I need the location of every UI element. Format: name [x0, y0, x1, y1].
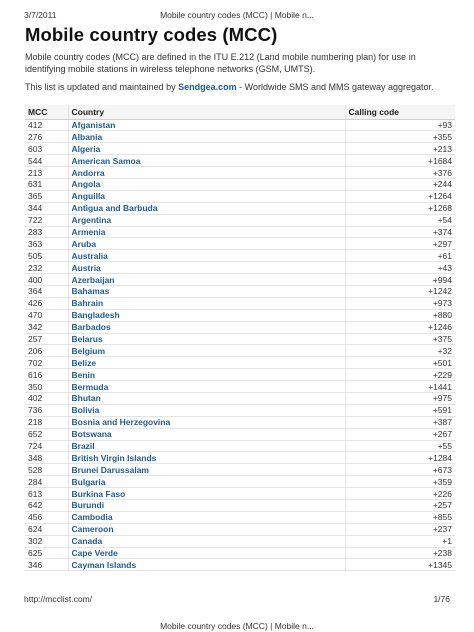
calling-code-value: +244: [345, 178, 455, 190]
table-row: [25, 464, 455, 476]
mcc-value: 702: [25, 357, 68, 369]
mcc-value: 603: [25, 143, 68, 155]
country-link[interactable]: Benin: [68, 369, 345, 381]
table-row: [25, 297, 455, 309]
calling-code-value: +1345: [345, 559, 455, 571]
country-link[interactable]: Bangladesh: [68, 309, 345, 321]
calling-code-value: +1264: [345, 190, 455, 202]
country-link[interactable]: Brazil: [68, 440, 345, 452]
calling-code-value: +673: [345, 464, 455, 476]
table-row: [25, 262, 455, 274]
country-link[interactable]: Bahamas: [68, 285, 345, 297]
country-link[interactable]: Cambodia: [68, 511, 345, 523]
page-number: 1/76: [433, 594, 450, 604]
calling-code-value: +1684: [345, 155, 455, 167]
mcc-value: 350: [25, 381, 68, 393]
mcc-value: 302: [25, 535, 68, 547]
country-link[interactable]: Argentina: [68, 214, 345, 226]
table-row: [25, 345, 455, 357]
table-row: [25, 488, 455, 500]
calling-code-value: +994: [345, 274, 455, 286]
country-link[interactable]: Bermuda: [68, 381, 345, 393]
mcc-value: 613: [25, 488, 68, 500]
footer-url[interactable]: http://mcclist.com/: [24, 594, 93, 604]
calling-code-value: +359: [345, 476, 455, 488]
mcc-value: 631: [25, 178, 68, 190]
sendgea-link[interactable]: Sendgea.com: [178, 82, 237, 92]
mcc-value: 206: [25, 345, 68, 357]
calling-code-value: +61: [345, 250, 455, 262]
calling-code-value: +374: [345, 226, 455, 238]
calling-code-value: +257: [345, 500, 455, 512]
country-link[interactable]: Andorra: [68, 167, 345, 179]
calling-code-value: +387: [345, 416, 455, 428]
mcc-value: 652: [25, 428, 68, 440]
table-body: [25, 119, 455, 571]
mcc-value: 346: [25, 559, 68, 571]
page-footer: [24, 594, 450, 606]
country-link[interactable]: Anguilla: [68, 190, 345, 202]
country-link[interactable]: Bulgaria: [68, 476, 345, 488]
table-row: [25, 547, 455, 559]
calling-code-value: +226: [345, 488, 455, 500]
table-row: [25, 333, 455, 345]
calling-code-value: +229: [345, 369, 455, 381]
table-row: [25, 357, 455, 369]
table-row: [25, 440, 455, 452]
mcc-value: 400: [25, 274, 68, 286]
table-row: [25, 285, 455, 297]
mcc-value: 412: [25, 119, 68, 131]
mcc-value: 342: [25, 321, 68, 333]
table-row: [25, 416, 455, 428]
country-link[interactable]: Botswana: [68, 428, 345, 440]
mcc-value: 283: [25, 226, 68, 238]
mcc-value: 257: [25, 333, 68, 345]
table-row: [25, 167, 455, 179]
page-header: [24, 10, 450, 22]
country-link[interactable]: Australia: [68, 250, 345, 262]
header-doc-title: Mobile country codes (MCC) | Mobile n...: [160, 10, 314, 20]
mcc-value: 365: [25, 190, 68, 202]
table-row: [25, 535, 455, 547]
table-row: [25, 274, 455, 286]
calling-code-value: +1246: [345, 321, 455, 333]
country-link[interactable]: Austria: [68, 262, 345, 274]
mcc-value: 456: [25, 511, 68, 523]
mcc-value: 218: [25, 416, 68, 428]
table-row: [25, 202, 455, 214]
table-row: [25, 559, 455, 571]
calling-code-value: +213: [345, 143, 455, 155]
calling-code-value: +880: [345, 309, 455, 321]
country-link[interactable]: Azerbaijan: [68, 274, 345, 286]
country-link[interactable]: Barbados: [68, 321, 345, 333]
table-row: [25, 511, 455, 523]
country-link[interactable]: Cayman Islands: [68, 559, 345, 571]
mcc-value: 625: [25, 547, 68, 559]
mcc-value: 348: [25, 452, 68, 464]
table-row: [25, 452, 455, 464]
mcc-value: 642: [25, 500, 68, 512]
mcc-value: 722: [25, 214, 68, 226]
mcc-value: 213: [25, 167, 68, 179]
calling-code-value: +855: [345, 511, 455, 523]
mcc-value: 470: [25, 309, 68, 321]
calling-code-value: +501: [345, 357, 455, 369]
country-link[interactable]: Albania: [68, 131, 345, 143]
table-row: [25, 190, 455, 202]
mcc-value: 624: [25, 523, 68, 535]
country-link[interactable]: Belize: [68, 357, 345, 369]
calling-code-value: +1284: [345, 452, 455, 464]
calling-code-value: +1242: [345, 285, 455, 297]
table-row: [25, 392, 455, 404]
maintained-prefix: This list is updated and maintained by: [25, 82, 179, 92]
table-row: [25, 178, 455, 190]
mcc-value: 426: [25, 297, 68, 309]
calling-code-value: +238: [345, 547, 455, 559]
maintained-paragraph: [25, 82, 455, 94]
bottom-doc-title: Mobile country codes (MCC) | Mobile n...: [160, 621, 314, 631]
table-row: [25, 428, 455, 440]
calling-code-value: +237: [345, 523, 455, 535]
calling-code-value: +54: [345, 214, 455, 226]
intro-paragraph: Mobile country codes (MCC) are defined in the ITU E.212 (Land mobile numbering plan) for use in identifying mobile stations in wireless telephone networks (GSM, UMTS).: [25, 52, 416, 74]
mcc-value: 736: [25, 404, 68, 416]
mcc-value: 344: [25, 202, 68, 214]
maintained-suffix: - Worldwide SMS and MMS gateway aggregator.: [236, 82, 434, 92]
mcc-value: 284: [25, 476, 68, 488]
table-row: [25, 131, 455, 143]
country-link[interactable]: Belgium: [68, 345, 345, 357]
country-link[interactable]: Angola: [68, 178, 345, 190]
country-link[interactable]: Canada: [68, 535, 345, 547]
table-row: [25, 214, 455, 226]
mcc-value: 544: [25, 155, 68, 167]
table-row: [25, 369, 455, 381]
print-date: 3/7/2011: [24, 10, 57, 20]
column-header-calling-code: Calling code: [345, 105, 455, 119]
country-link[interactable]: Belarus: [68, 333, 345, 345]
calling-code-value: +267: [345, 428, 455, 440]
country-link[interactable]: American Samoa: [68, 155, 345, 167]
mcc-value: 505: [25, 250, 68, 262]
table-row: [25, 119, 455, 131]
mcc-value: 364: [25, 285, 68, 297]
table-row: [25, 321, 455, 333]
calling-code-value: +1268: [345, 202, 455, 214]
mcc-value: 363: [25, 238, 68, 250]
table-row: [25, 238, 455, 250]
calling-code-value: +591: [345, 404, 455, 416]
calling-code-value: +376: [345, 167, 455, 179]
country-link[interactable]: Afganistan: [68, 119, 345, 131]
mcc-value: 232: [25, 262, 68, 274]
country-link[interactable]: Armenia: [68, 226, 345, 238]
country-link[interactable]: Bolivia: [68, 404, 345, 416]
table-row: [25, 476, 455, 488]
calling-code-value: +1441: [345, 381, 455, 393]
mcc-value: 616: [25, 369, 68, 381]
calling-code-value: +32: [345, 345, 455, 357]
calling-code-value: +355: [345, 131, 455, 143]
calling-code-value: +1: [345, 535, 455, 547]
country-link[interactable]: Bahrain: [68, 297, 345, 309]
table-row: [25, 523, 455, 535]
table-row: [25, 155, 455, 167]
calling-code-value: +93: [345, 119, 455, 131]
calling-code-value: +975: [345, 392, 455, 404]
country-link[interactable]: Aruba: [68, 238, 345, 250]
country-link[interactable]: Brunei Darussalam: [68, 464, 345, 476]
mcc-value: 402: [25, 392, 68, 404]
table-header-row: [25, 105, 455, 119]
table-row: [25, 250, 455, 262]
calling-code-value: +375: [345, 333, 455, 345]
calling-code-value: +297: [345, 238, 455, 250]
table-row: [25, 309, 455, 321]
mcc-value: 276: [25, 131, 68, 143]
mcc-value: 724: [25, 440, 68, 452]
column-header-mcc: MCC: [25, 105, 68, 119]
table-row: [25, 500, 455, 512]
country-link[interactable]: Cape Verde: [68, 547, 345, 559]
mcc-table: [25, 105, 455, 571]
calling-code-value: +973: [345, 297, 455, 309]
table-row: [25, 143, 455, 155]
country-link[interactable]: Antigua and Barbuda: [68, 202, 345, 214]
calling-code-value: +55: [345, 440, 455, 452]
table-row: [25, 404, 455, 416]
country-link[interactable]: British Virgin Islands: [68, 452, 345, 464]
column-header-country: Country: [68, 105, 345, 119]
country-link[interactable]: Bosnia and Herzegovina: [68, 416, 345, 428]
country-link[interactable]: Algeria: [68, 143, 345, 155]
mcc-value: 528: [25, 464, 68, 476]
country-link[interactable]: Bhutan: [68, 392, 345, 404]
country-link[interactable]: Burkina Faso: [68, 488, 345, 500]
table-row: [25, 226, 455, 238]
calling-code-value: +43: [345, 262, 455, 274]
table-row: [25, 381, 455, 393]
page-title: Mobile country codes (MCC): [25, 24, 278, 45]
country-link[interactable]: Cameroon: [68, 523, 345, 535]
country-link[interactable]: Burundi: [68, 500, 345, 512]
